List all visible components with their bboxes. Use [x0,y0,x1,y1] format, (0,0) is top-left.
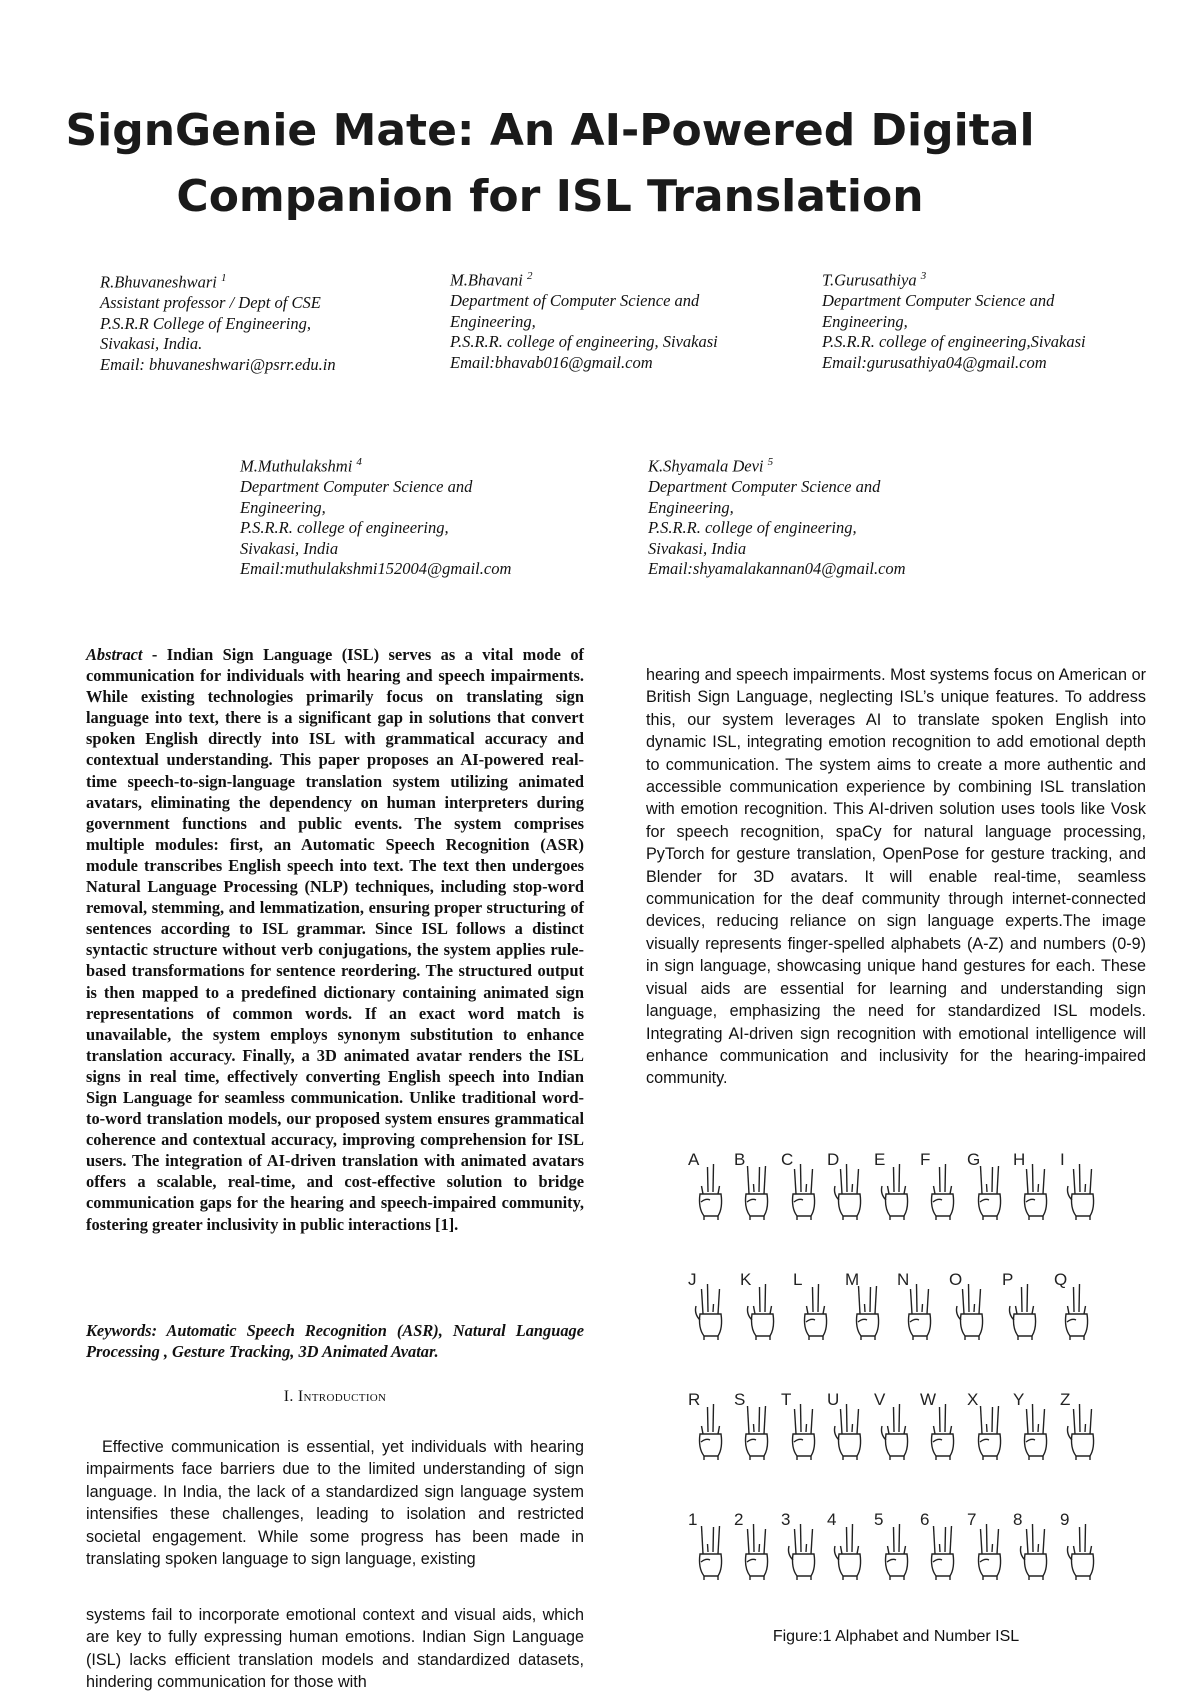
sign-2 [734,1510,778,1582]
title-line-2: Companion for ISL Translation [176,171,924,222]
author-block-2 [450,266,718,373]
hand-sign-icon [878,1164,914,1220]
author-affiliation: P.S.R.R. college of engineering,Sivakasi [822,332,1086,351]
sign-label: Y [1013,1390,1025,1409]
hand-sign-icon [1017,1524,1053,1580]
sign-4 [827,1510,871,1582]
sign-label: 1 [688,1510,698,1529]
sign-e [874,1150,918,1222]
sign-label: S [734,1390,746,1409]
author-affiliation: Sivakasi, India [240,538,339,558]
sign-label: B [734,1150,746,1169]
hand-sign-icon [797,1284,833,1340]
hand-sign-icon [831,1164,867,1220]
abstract-text: - Indian Sign Language (ISL) serves as a vital mode of communication for individuals with hearing and speech impairments. While existing technologies primarily focus on translating sign language into text, there is a significant gap in solutions that convert spoken English directly into ISL with grammatical accuracy and contextual understanding. This paper proposes an AI-powered real-time speech-to-sign-language translation system utilizing animated avatars, eliminating the dependency on human interpreters during government functions and public events. The system comprises multiple modules: first, an Automatic Speech Recognition (ASR) module transcribes English speech into text. The text then undergoes Natural Language Processing (NLP) techniques, including stop-word removal, stemming, and lemmatization, ensuring proper structuring of sentences according to ISL grammar. Since ISL follows a distinct syntactic structure without verb conjugations, the system applies rule-based transformations for sentence reordering. The structured output is then mapped to a predefined dictionary containing animated sign representations of common words. If an exact word match is unavailable, the system employs synonym substitution to enhance translation accuracy. Finally, a 3D animated avatar renders the ISL signs in real time, effectively converting English speech into Indian Sign Language for seamless communication. Unlike traditional word-to-word translation models, our proposed system ensures grammatical coherence and contextual accuracy, improving comprehension for ISL users. The integration of AI-driven translation with animated avatars offers a scalable, real-time, and cost-effective solution to bridge communication gaps for the hearing and speech-impaired community, fostering greater inclusivity in public interactions [1]. [86,645,584,1234]
author-name: M.Bhavani $^2$ [450,270,533,290]
author-affiliation: Engineering, [450,311,536,331]
sign-r [688,1390,732,1462]
sign-n [897,1270,941,1342]
sign-label: H [1013,1150,1026,1169]
sign-c [781,1150,825,1222]
sign-label: 3 [781,1510,791,1529]
title-line-1: SignGenie Mate: An AI-Powered Digital [65,105,1035,156]
author-name: K.Shyamala Devi $^5$ [648,456,774,476]
hand-sign-icon [1017,1164,1053,1220]
sign-x [967,1390,1011,1462]
sign-label: M [845,1270,860,1289]
sign-label: I [1060,1150,1065,1169]
sign-label: K [740,1270,752,1289]
author-block-3 [822,266,1086,373]
sign-label: V [874,1390,886,1409]
sign-label: D [827,1150,840,1169]
sign-q [1054,1270,1098,1342]
sign-label: W [920,1390,937,1409]
sign-label: N [897,1270,910,1289]
sign-label: C [781,1150,794,1169]
author-affiliation: Engineering, [240,497,326,517]
sign-6 [920,1510,964,1582]
sign-label: 4 [827,1510,837,1529]
author-email: Email:bhavab016@gmail.com [450,352,653,372]
author-affiliation: Department Computer Science and [240,477,473,496]
hand-sign-icon [1006,1284,1042,1340]
sign-label: T [781,1390,792,1409]
paper-title [0,98,1100,230]
author-affiliation: Department Computer Science and [822,291,1055,310]
hand-sign-icon [692,1524,728,1580]
sign-label: U [827,1390,840,1409]
sign-1 [688,1510,732,1582]
hand-sign-icon [878,1524,914,1580]
sign-j [688,1270,732,1342]
hand-sign-icon [971,1404,1007,1460]
sign-label: R [688,1390,701,1409]
sign-label: L [793,1270,803,1289]
author-name: M.Muthulakshmi $^4$ [240,456,362,476]
hand-sign-icon [924,1164,960,1220]
sign-7 [967,1510,1011,1582]
author-affiliation: P.S.R.R. college of engineering, [648,518,857,537]
sign-label: A [688,1150,700,1169]
sign-label: 7 [967,1510,977,1529]
figure-caption: Figure:1 Alphabet and Number ISL [772,1628,1020,1645]
sign-label: O [949,1270,963,1289]
author-affiliation: P.S.R.R College of Engineering, [100,313,311,333]
sign-o [949,1270,993,1342]
sign-s [734,1390,778,1462]
author-affiliation: Department of Computer Science and [450,291,700,310]
sign-label: E [874,1150,886,1169]
hand-sign-icon [849,1284,885,1340]
sign-5 [874,1510,918,1582]
author-block-4 [240,452,511,580]
abstract-label: Abstract [86,645,143,664]
hand-sign-icon [971,1524,1007,1580]
author-affiliation: Sivakasi, India [648,538,747,558]
sign-3 [781,1510,825,1582]
hand-sign-icon [692,1164,728,1220]
sign-u [827,1390,871,1462]
section-heading-introduction: I. Introduction [283,1388,387,1405]
sign-z [1060,1390,1104,1462]
author-affiliation: P.S.R.R. college of engineering, [240,518,449,537]
sign-g [967,1150,1011,1222]
sign-b [734,1150,778,1222]
author-email: Email:gurusathiya04@gmail.com [822,352,1047,372]
hand-sign-icon [878,1404,914,1460]
hand-sign-icon [924,1404,960,1460]
sign-label: 8 [1013,1510,1023,1529]
hand-sign-icon [901,1284,937,1340]
introduction-paragraph-2: systems fail to incorporate emotional context and visual aids, which are key to fully expressing human emotions. Indian Sign Language (ISL) lacks efficient translation models and standardized datasets, hindering communication for those with [86,1606,584,1692]
sign-t [781,1390,825,1462]
sign-d [827,1150,871,1222]
sign-p [1002,1270,1046,1342]
sign-label: 6 [920,1510,930,1529]
sign-label: G [967,1150,981,1169]
sign-label: Q [1054,1270,1068,1289]
sign-label: F [920,1150,931,1169]
keywords: Keywords: Automatic Speech Recognition (ASR), Natural Language Processing , Gesture Tracking, 3D Animated Avatar. [86,1321,584,1362]
sign-l [793,1270,837,1342]
hand-sign-icon [1064,1164,1100,1220]
isl-alphabet-number-figure [688,1150,1106,1620]
sign-9 [1060,1510,1104,1582]
sign-k [740,1270,784,1342]
author-block-5 [648,452,906,580]
sign-label: J [688,1270,697,1289]
author-affiliation: Sivakasi, India. [100,334,203,353]
hand-sign-icon [924,1524,960,1580]
author-name: R.Bhuvaneshwari $^1$ [100,272,227,292]
author-email: Email:shyamalakannan04@gmail.com [648,559,906,578]
hand-sign-icon [971,1164,1007,1220]
hand-sign-icon [831,1524,867,1580]
sign-m [845,1270,889,1342]
author-email: Email:muthulakshmi152004@gmail.com [240,559,512,578]
sign-label: X [967,1390,979,1409]
sign-label: Z [1060,1390,1071,1409]
author-name: T.Gurusathiya $^3$ [822,270,927,290]
sign-label: 2 [734,1510,744,1529]
sign-y [1013,1390,1057,1462]
author-email: Email: bhuvaneshwari@psrr.edu.in [100,354,336,374]
introduction-paragraph-1: Effective communication is essential, yet individuals with hearing impairments face barriers due to the limited understanding of sign language. In India, the lack of a standardized sign language system intensifies these challenges, leading to isolation and restricted societal engagement. While some progress has been made in translating spoken language to sign language, existing [86,1438,584,1569]
author-affiliation: Engineering, [822,311,908,331]
hand-sign-icon [744,1284,780,1340]
author-affiliation: Assistant professor / Dept of CSE [100,293,321,312]
sign-label: 5 [874,1510,884,1529]
hand-sign-icon [831,1404,867,1460]
hand-sign-icon [692,1284,728,1340]
hand-sign-icon [692,1404,728,1460]
sign-a [688,1150,732,1222]
author-affiliation: P.S.R.R. college of engineering, Sivakasi [450,332,718,351]
right-column-text: hearing and speech impairments. Most systems focus on American or British Sign Language, neglecting ISL’s unique features. To address this, our system leverages AI to translate spoken English into dynamic ISL, integrating emotion recognition to add emotional depth to communication. The system aims to create a more authentic and accessible communication experience by combining ISL translation with emotion recognition. This AI-driven solution uses tools like Vosk for speech recognition, spaCy for natural language processing, PyTorch for gesture translation, OpenPose for gesture tracking, and Blender for 3D avatars. It will enable real-time, seamless communication for the deaf community through internet-connected devices, reducing reliance on sign language experts.The image visually represents finger-spelled alphabets (A-Z) and numbers (0-9) in sign language, showcasing unique hand gestures for each. These visual aids are essential for learning and understanding sign language, emphasizing the need for standardized ISL models. Integrating AI-driven sign recognition with emotional intelligence will enhance communication and inclusivity for the hearing-impaired community. [646,666,1146,1088]
author-affiliation: Department Computer Science and [648,477,881,496]
sign-w [920,1390,964,1462]
sign-label: P [1002,1270,1014,1289]
author-block-1 [100,268,336,375]
hand-sign-icon [785,1524,821,1580]
hand-sign-icon [738,1164,774,1220]
sign-h [1013,1150,1057,1222]
hand-sign-icon [1058,1284,1094,1340]
sign-8 [1013,1510,1057,1582]
abstract [86,644,584,1235]
hand-sign-icon [785,1164,821,1220]
sign-label: 9 [1060,1510,1070,1529]
sign-v [874,1390,918,1462]
hand-sign-icon [1064,1404,1100,1460]
hand-sign-icon [1017,1404,1053,1460]
sign-f [920,1150,964,1222]
hand-sign-icon [1064,1524,1100,1580]
hand-sign-icon [785,1404,821,1460]
sign-i [1060,1150,1104,1222]
author-affiliation: Engineering, [648,497,734,517]
hand-sign-icon [738,1404,774,1460]
hand-sign-icon [738,1524,774,1580]
hand-sign-icon [953,1284,989,1340]
